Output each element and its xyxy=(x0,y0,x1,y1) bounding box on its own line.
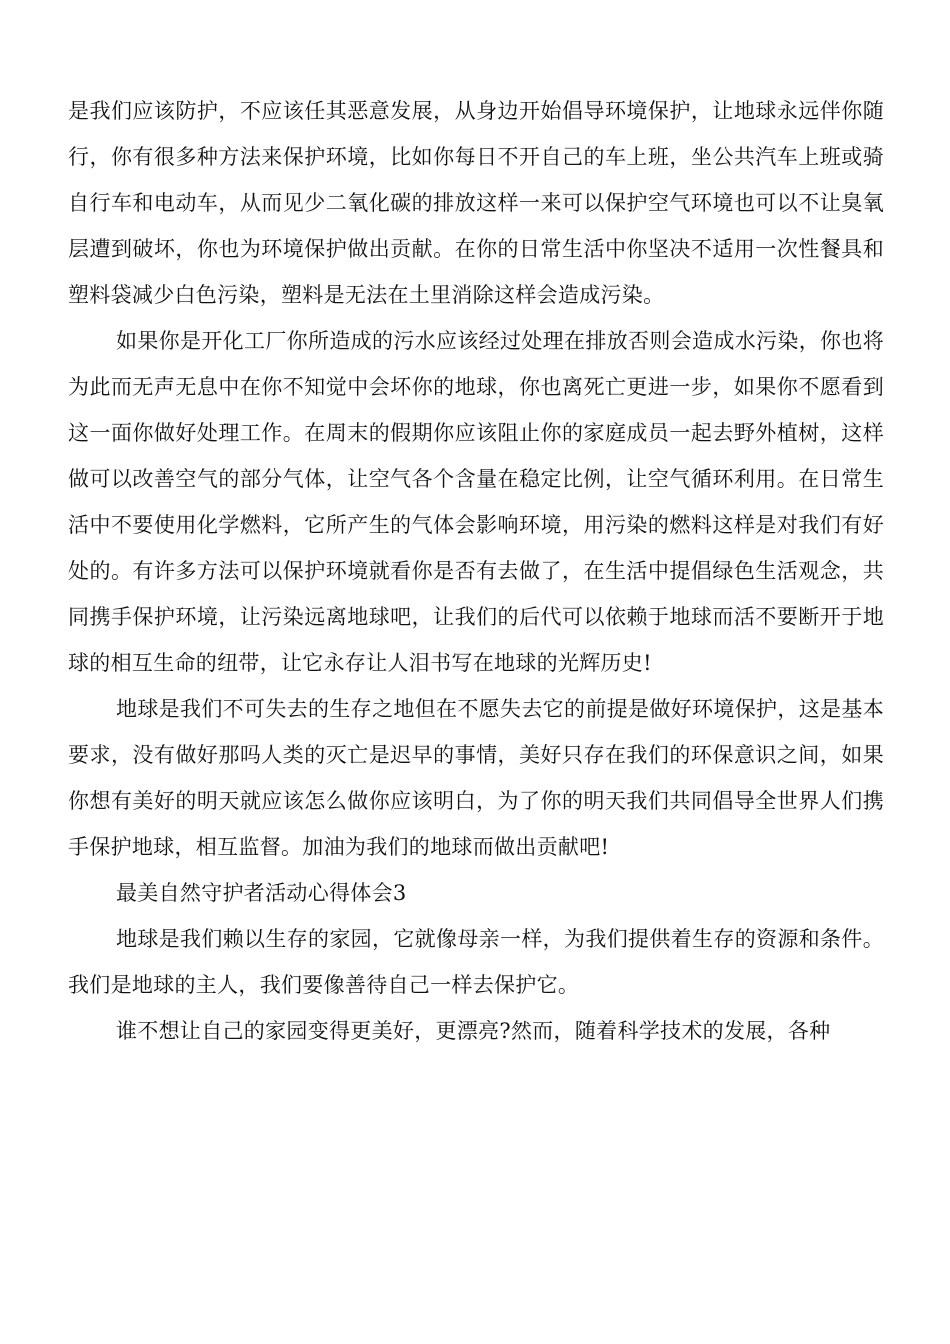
document-page xyxy=(68,88,884,1054)
paragraph-beautiful-home: 谁不想让自己的家园变得更美好，更漂亮?然而，随着科学技术的发展，各种 xyxy=(116,1019,831,1043)
paragraph-chemical-plant: 如果你是开化工厂你所造成的污水应该经过处理在排放否则会造成水污染，你也将为此而无声无息中在你不知觉中会坏你的地球，你也离死亡更进一步，如果你不愿看到这一面你做好处理工作。在周末的假期你应该阻止你的家庭成员一起去野外植树，这样做可以改善空气的部分气体，让空气各个含量在稳定比例，让空气循环利用。在日常生活中不要使用化学燃料，它所产生的气体会影响环境，用污染的燃料这样是对我们有好处的。有许多方法可以保护环境就看你是否有去做了，在生活中提倡绿色生活观念，共同携手保护环境，让污染远离地球吧，让我们的后代可以依赖于地球而活不要断开于地球的相互生命的纽带，让它永存让人泪书写在地球的光辉历史! xyxy=(68,329,884,675)
paragraph-earth-home: 地球是我们赖以生存的家园，它就像母亲一样，为我们提供着生存的资源和条件。我们是地球的主人，我们要像善待自己一样去保护它。 xyxy=(68,927,884,997)
paragraph-earth-survival: 地球是我们不可失去的生存之地但在不愿失去它的前提是做好环境保护，这是基本要求，没有做好那吗人类的灭亡是迟早的事情，美好只存在我们的环保意识之间，如果你想有美好的明天就应该怎么做你应该明白，为了你的明天我们共同倡导全世界人们携手保护地球，相互监督。加油为我们的地球而做出贡献吧! xyxy=(68,697,884,859)
section-heading: 最美自然守护者活动心得体会3 xyxy=(116,881,407,905)
paragraph-continued: 是我们应该防护，不应该任其恶意发展，从身边开始倡导环境保护，让地球永远伴你随行，你有很多种方法来保护环境，比如你每日不开自己的车上班，坐公共汽车上班或骑自行车和电动车，从而见少二氧化碳的排放这样一来可以保护空气环境也可以不让臭氧层遭到破坏，你也为环境保护做出贡献。在你的日常生活中你坚决不适用一次性餐具和塑料袋减少白色污染，塑料是无法在土里消除这样会造成污染。 xyxy=(68,99,884,307)
